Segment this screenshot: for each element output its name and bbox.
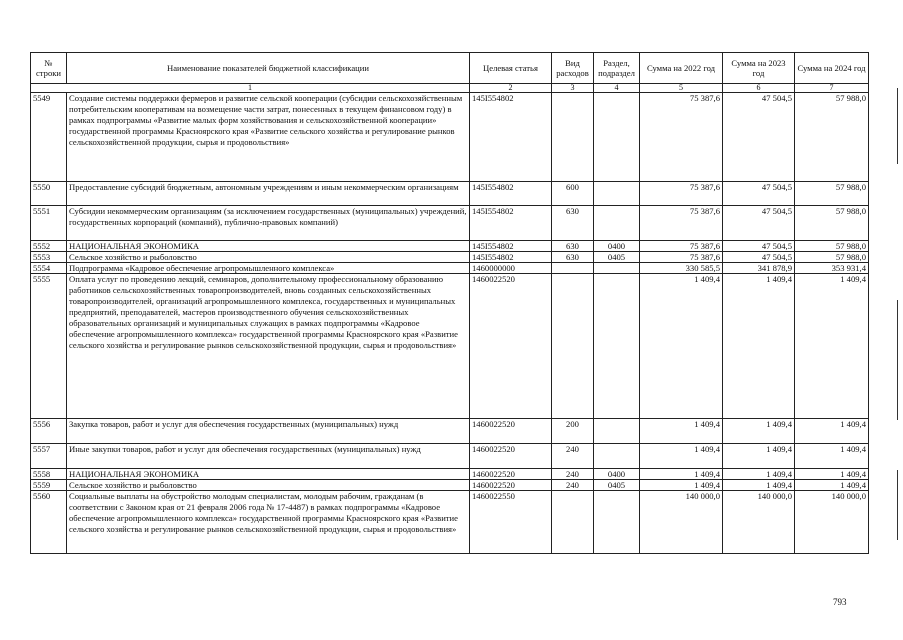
row-sum-2023: 1 409,4 bbox=[723, 444, 795, 469]
col-header-name: Наименование показателей бюджетной классификации bbox=[67, 53, 470, 84]
row-sum-2024: 1 409,4 bbox=[795, 419, 869, 444]
row-sum-2023: 140 000,0 bbox=[723, 491, 795, 554]
col-number: 7 bbox=[795, 84, 869, 93]
table-row bbox=[31, 274, 869, 419]
row-sum-2024: 1 409,4 bbox=[795, 444, 869, 469]
table-row bbox=[31, 93, 869, 182]
row-sum-2024: 57 988,0 bbox=[795, 252, 869, 263]
row-name: Иные закупки товаров, работ и услуг для обеспечения государственных (муниципальных) нужд bbox=[67, 444, 470, 469]
row-name: Сельское хозяйство и рыболовство bbox=[67, 480, 470, 491]
row-sum-2022: 1 409,4 bbox=[640, 444, 723, 469]
col-header-row-no: № строки bbox=[31, 53, 67, 84]
row-expense-type bbox=[552, 93, 594, 182]
row-number: 5552 bbox=[31, 241, 67, 252]
row-sum-2024: 1 409,4 bbox=[795, 274, 869, 419]
row-number: 5554 bbox=[31, 263, 67, 274]
row-sum-2022: 75 387,6 bbox=[640, 252, 723, 263]
row-expense-type: 600 bbox=[552, 182, 594, 206]
row-target: 1460022520 bbox=[470, 444, 552, 469]
table-row bbox=[31, 444, 869, 469]
row-sum-2024: 57 988,0 bbox=[795, 182, 869, 206]
row-target: 1460022550 bbox=[470, 491, 552, 554]
row-number: 5550 bbox=[31, 182, 67, 206]
col-number: 5 bbox=[640, 84, 723, 93]
col-number: 6 bbox=[723, 84, 795, 93]
row-expense-type: 200 bbox=[552, 419, 594, 444]
row-sum-2023: 47 504,5 bbox=[723, 93, 795, 182]
row-section bbox=[594, 444, 640, 469]
row-section bbox=[594, 419, 640, 444]
col-header-sum-2022: Сумма на 2022 год bbox=[640, 53, 723, 84]
row-number: 5558 bbox=[31, 469, 67, 480]
row-target: 1460022520 bbox=[470, 274, 552, 419]
row-sum-2024: 57 988,0 bbox=[795, 241, 869, 252]
row-sum-2022: 1 409,4 bbox=[640, 469, 723, 480]
row-number: 5553 bbox=[31, 252, 67, 263]
row-sum-2022: 75 387,6 bbox=[640, 93, 723, 182]
row-sum-2022: 1 409,4 bbox=[640, 480, 723, 491]
row-section: 0400 bbox=[594, 241, 640, 252]
row-name: Сельское хозяйство и рыболовство bbox=[67, 252, 470, 263]
col-header-section: Раздел, подраздел bbox=[594, 53, 640, 84]
page-edge-mark bbox=[897, 300, 898, 420]
row-sum-2024: 57 988,0 bbox=[795, 93, 869, 182]
row-number: 5551 bbox=[31, 206, 67, 241]
row-name: НАЦИОНАЛЬНАЯ ЭКОНОМИКА bbox=[67, 469, 470, 480]
row-target: 145I554802 bbox=[470, 93, 552, 182]
row-section bbox=[594, 491, 640, 554]
row-sum-2022: 1 409,4 bbox=[640, 419, 723, 444]
row-section: 0400 bbox=[594, 469, 640, 480]
row-number: 5557 bbox=[31, 444, 67, 469]
row-target: 145I554802 bbox=[470, 252, 552, 263]
row-number: 5560 bbox=[31, 491, 67, 554]
row-target: 145I554802 bbox=[470, 182, 552, 206]
table-row bbox=[31, 182, 869, 206]
row-section bbox=[594, 182, 640, 206]
row-number: 5556 bbox=[31, 419, 67, 444]
row-section bbox=[594, 206, 640, 241]
row-target: 1460022520 bbox=[470, 419, 552, 444]
table-row bbox=[31, 241, 869, 252]
row-sum-2024: 353 931,4 bbox=[795, 263, 869, 274]
row-expense-type: 630 bbox=[552, 241, 594, 252]
row-sum-2024: 1 409,4 bbox=[795, 480, 869, 491]
row-expense-type bbox=[552, 491, 594, 554]
table-row bbox=[31, 252, 869, 263]
page-edge-mark bbox=[897, 88, 898, 164]
budget-table bbox=[30, 52, 869, 554]
row-sum-2023: 47 504,5 bbox=[723, 206, 795, 241]
table-row bbox=[31, 263, 869, 274]
header-row bbox=[31, 53, 869, 84]
col-header-expense-type: Вид расходов bbox=[552, 53, 594, 84]
page-edge-mark bbox=[897, 470, 898, 540]
row-section: 0405 bbox=[594, 480, 640, 491]
col-header-sum-2024: Сумма на 2024 год bbox=[795, 53, 869, 84]
row-sum-2023: 1 409,4 bbox=[723, 480, 795, 491]
col-header-target: Целевая статья bbox=[470, 53, 552, 84]
row-sum-2023: 47 504,5 bbox=[723, 182, 795, 206]
row-section bbox=[594, 93, 640, 182]
row-expense-type bbox=[552, 263, 594, 274]
table-row bbox=[31, 419, 869, 444]
row-sum-2024: 140 000,0 bbox=[795, 491, 869, 554]
row-section: 0405 bbox=[594, 252, 640, 263]
row-sum-2022: 75 387,6 bbox=[640, 206, 723, 241]
col-number: 3 bbox=[552, 84, 594, 93]
row-target: 145I554802 bbox=[470, 241, 552, 252]
row-sum-2024: 1 409,4 bbox=[795, 469, 869, 480]
col-number: 1 bbox=[31, 84, 470, 93]
row-section bbox=[594, 263, 640, 274]
table-row bbox=[31, 491, 869, 554]
table-row bbox=[31, 206, 869, 241]
row-name: Подпрограмма «Кадровое обеспечение агропромышленного комплекса» bbox=[67, 263, 470, 274]
row-sum-2023: 47 504,5 bbox=[723, 241, 795, 252]
page-number: 793 bbox=[833, 597, 847, 607]
row-sum-2023: 47 504,5 bbox=[723, 252, 795, 263]
column-number-row bbox=[31, 84, 869, 93]
row-expense-type: 240 bbox=[552, 480, 594, 491]
row-sum-2023: 1 409,4 bbox=[723, 469, 795, 480]
col-number: 4 bbox=[594, 84, 640, 93]
row-sum-2024: 57 988,0 bbox=[795, 206, 869, 241]
row-expense-type: 240 bbox=[552, 444, 594, 469]
row-name: Создание системы поддержки фермеров и развитие сельской кооперации (субсидии сельскохозяйственным потребительским кооперативам на возмещение части затрат, понесенных в текущем финансовом году) в рамках подпрограммы «Развитие малых форм хозяйствования и сельскохозяйственной кооперации» государственной программы Красноярского края «Развитие сельского хозяйства и регулирование рынков сельскохозяйственной продукции, сырья и продовольствия» bbox=[67, 93, 470, 182]
row-name: Предоставление субсидий бюджетным, автономным учреждениям и иным некоммерческим организациям bbox=[67, 182, 470, 206]
table-row bbox=[31, 480, 869, 491]
row-sum-2022: 1 409,4 bbox=[640, 274, 723, 419]
row-name: Социальные выплаты на обустройство молодым специалистам, молодым рабочим, гражданам (в соответствии с Законом края от 21 февраля 2006 года № 17-4487) в рамках подпрограммы «Кадровое обеспечение агропромышленного комплекса» государственной программы Красноярского края «Развитие сельского хозяйства и регулирование рынков сельскохозяйственной продукции, сырья и продовольствия» bbox=[67, 491, 470, 554]
row-sum-2022: 330 585,5 bbox=[640, 263, 723, 274]
row-name: Субсидии некоммерческим организациям (за исключением государственных (муниципальных) учреждений, государственных корпораций (компаний), публично-правовых компаний) bbox=[67, 206, 470, 241]
row-name: НАЦИОНАЛЬНАЯ ЭКОНОМИКА bbox=[67, 241, 470, 252]
row-number: 5549 bbox=[31, 93, 67, 182]
table-row bbox=[31, 469, 869, 480]
row-target: 1460022520 bbox=[470, 480, 552, 491]
row-target: 1460000000 bbox=[470, 263, 552, 274]
col-header-sum-2023: Сумма на 2023 год bbox=[723, 53, 795, 84]
row-sum-2023: 1 409,4 bbox=[723, 419, 795, 444]
col-number: 2 bbox=[470, 84, 552, 93]
row-number: 5559 bbox=[31, 480, 67, 491]
row-name: Оплата услуг по проведению лекций, семинаров, дополнительному профессиональному образованию работников сельскохозяйственных товаропроизводителей, вновь созданных сельскохозяйственных товаропроизводителей, организаций агропромышленного комплекса, государственных и муниципальных предприятий, преподавателей, мастеров производственного обучения сельскохозяйственных образовательных организаций и муниципальных служащих в рамках подпрограммы «Кадровое обеспечение агропромышленного комплекса» государственной программы Красноярского края «Развитие сельского хозяйства и регулирование рынков сельскохозяйственной продукции, сырья и продовольствия» bbox=[67, 274, 470, 419]
row-sum-2022: 140 000,0 bbox=[640, 491, 723, 554]
row-expense-type bbox=[552, 274, 594, 419]
row-expense-type: 630 bbox=[552, 252, 594, 263]
row-name: Закупка товаров, работ и услуг для обеспечения государственных (муниципальных) нужд bbox=[67, 419, 470, 444]
row-section bbox=[594, 274, 640, 419]
row-sum-2022: 75 387,6 bbox=[640, 182, 723, 206]
row-target: 145I554802 bbox=[470, 206, 552, 241]
row-sum-2023: 341 878,9 bbox=[723, 263, 795, 274]
row-expense-type: 240 bbox=[552, 469, 594, 480]
row-sum-2022: 75 387,6 bbox=[640, 241, 723, 252]
row-number: 5555 bbox=[31, 274, 67, 419]
row-expense-type: 630 bbox=[552, 206, 594, 241]
row-target: 1460022520 bbox=[470, 469, 552, 480]
row-sum-2023: 1 409,4 bbox=[723, 274, 795, 419]
